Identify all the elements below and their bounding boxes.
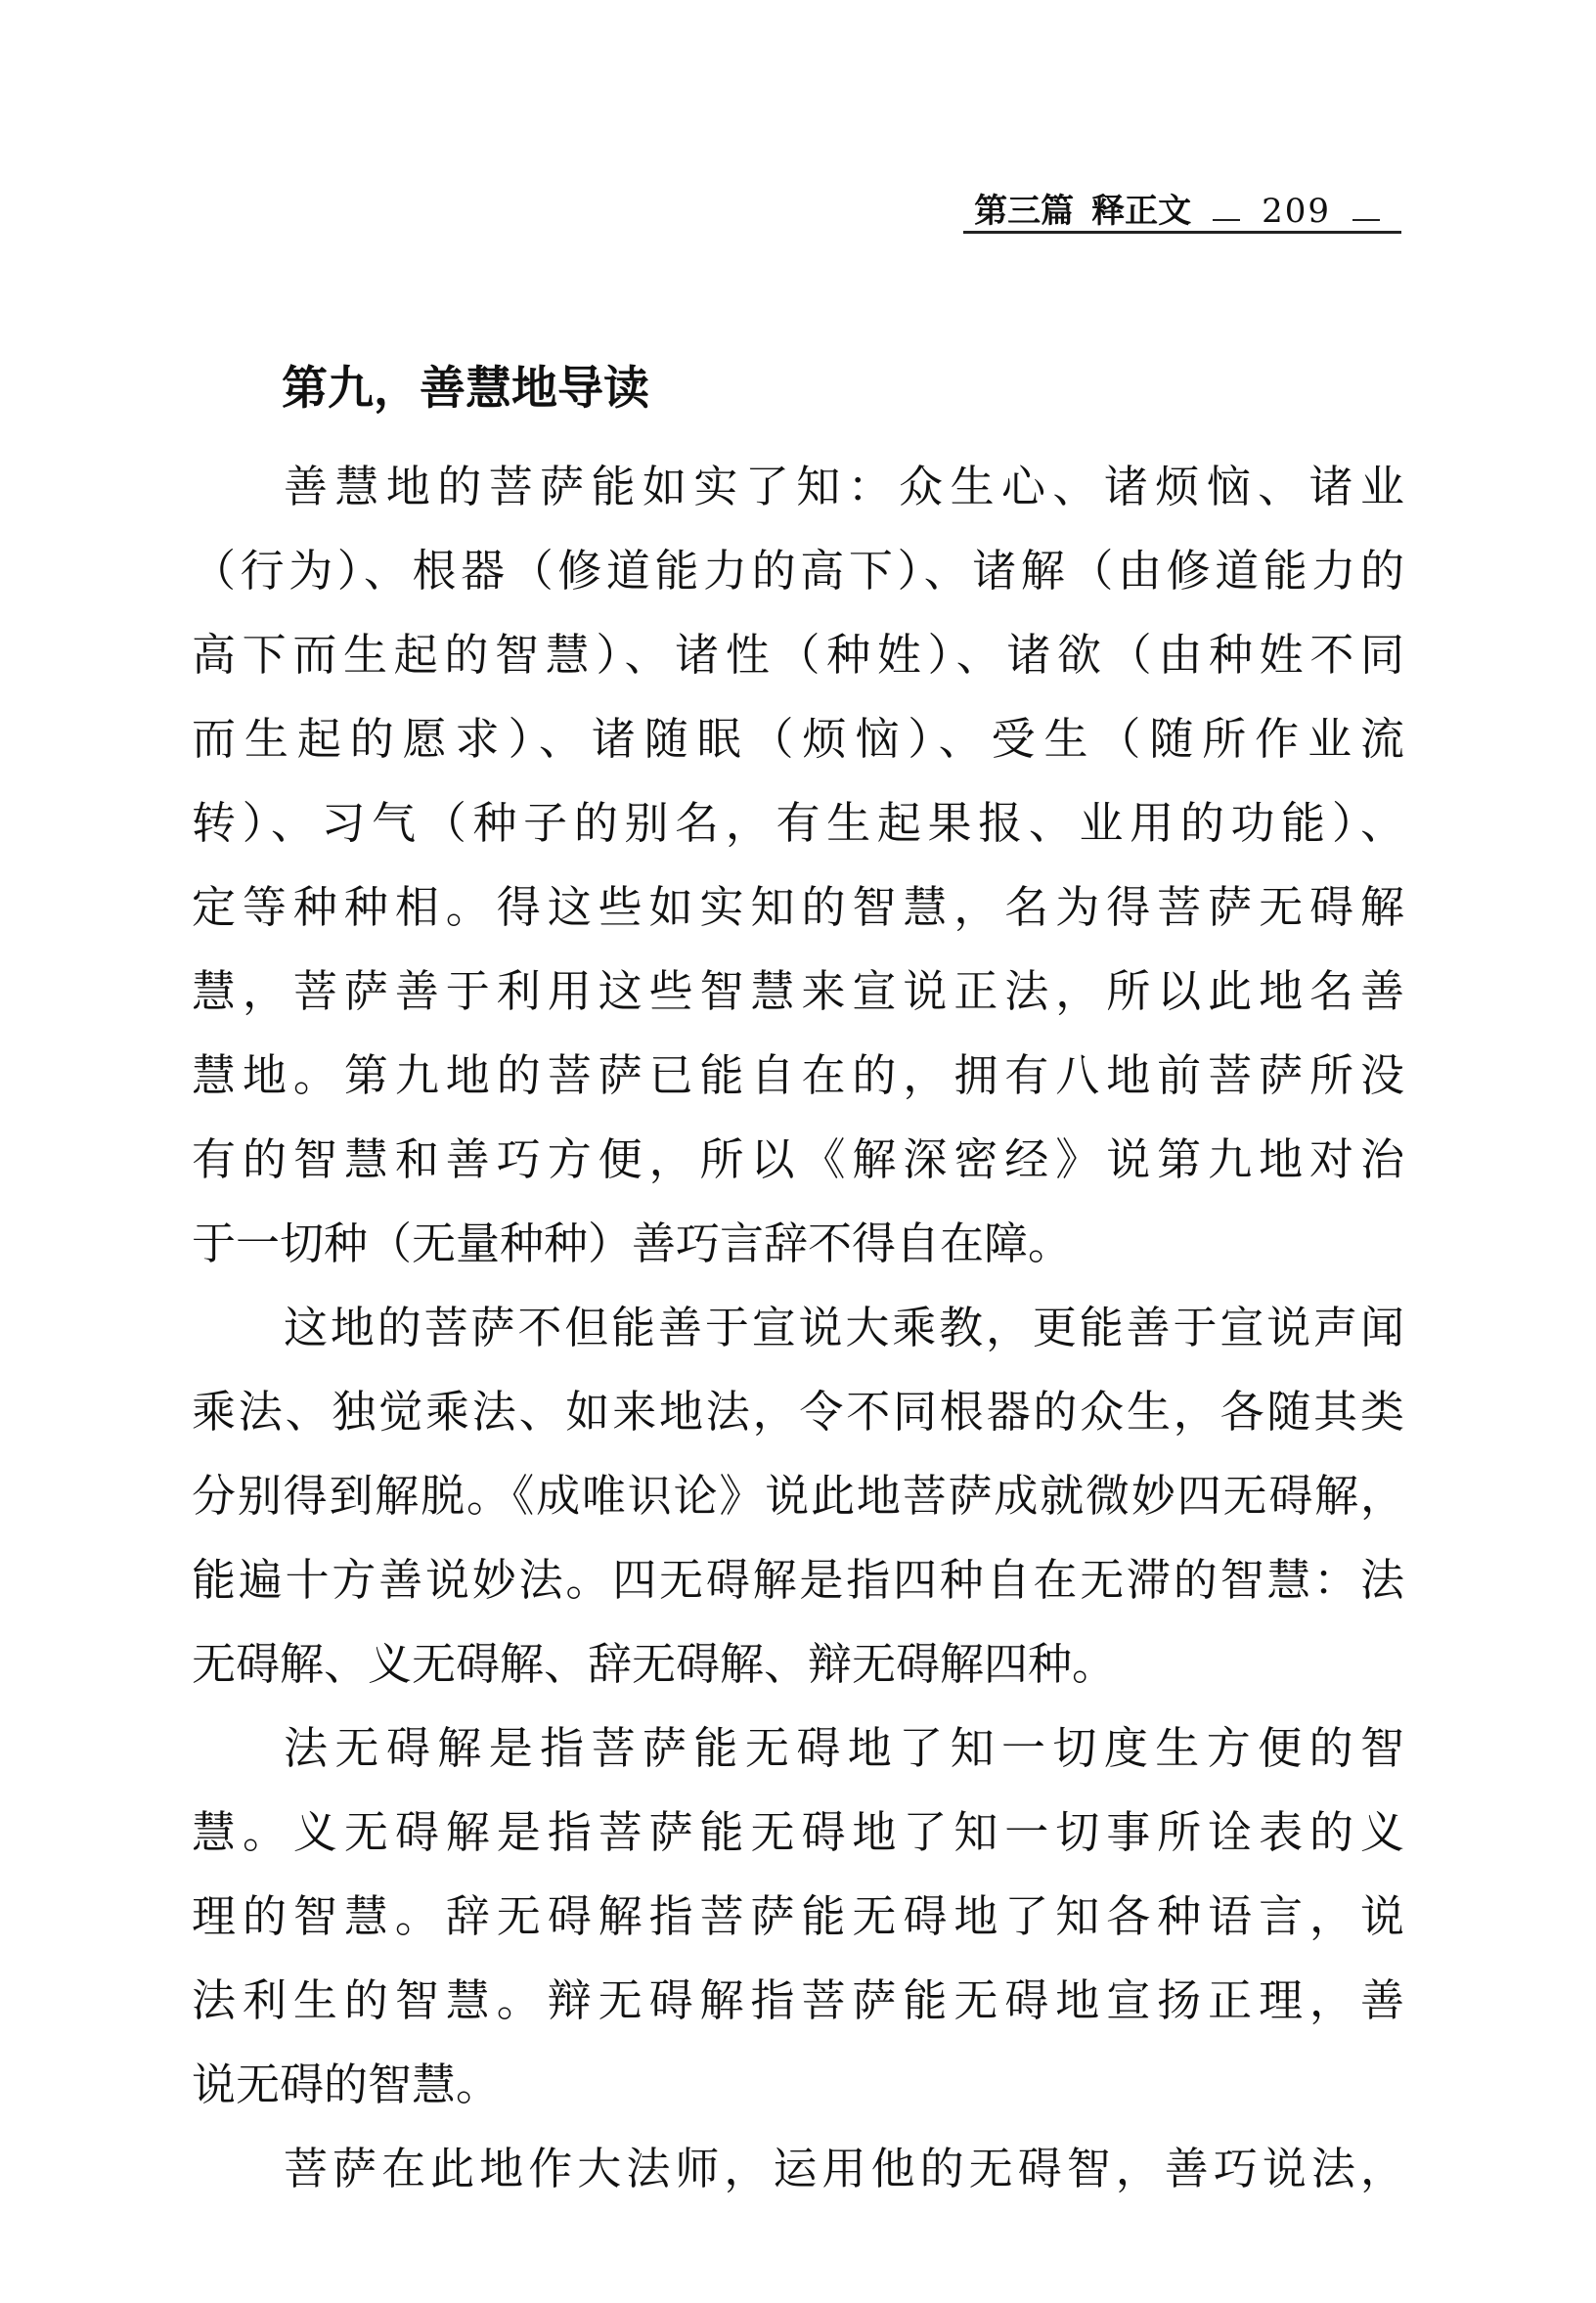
paragraph-3-line-4: 法利生的智慧。辩无碍解指菩萨能无碍地宣扬正理，善 bbox=[192, 1974, 1404, 2026]
header-dash-right bbox=[1352, 219, 1380, 221]
paragraph-2-line-5: 无碍解、义无碍解、辞无碍解、辩无碍解四种。 bbox=[192, 1638, 1117, 1690]
paragraph-2-line-4: 能遍十方善说妙法。四无碍解是指四种自在无滞的智慧：法 bbox=[192, 1554, 1404, 1606]
paragraph-2-line-2: 乘法、独觉乘法、如来地法，令不同根器的众生，各随其类 bbox=[192, 1386, 1404, 1438]
paragraph-2-line-3: 分别得到解脱。《成唯识论》说此地菩萨成就微妙四无碍解， bbox=[192, 1470, 1404, 1522]
paragraph-3-line-1: 法无碍解是指菩萨能无碍地了知一切度生方便的智 bbox=[284, 1722, 1404, 1774]
paragraph-3-line-3: 理的智慧。辞无碍解指菩萨能无碍地了知各种语言，说 bbox=[192, 1890, 1404, 1942]
running-header bbox=[963, 188, 1401, 234]
paragraph-1-line-6: 定等种种相。得这些如实知的智慧，名为得菩萨无碍解 bbox=[192, 881, 1404, 933]
paragraph-1-line-2: （行为）、根器（修道能力的高下）、诸解（由修道能力的 bbox=[192, 545, 1404, 597]
paragraph-1-line-8: 慧地。第九地的菩萨已能自在的，拥有八地前菩萨所没 bbox=[192, 1049, 1404, 1101]
header-dash-left bbox=[1213, 219, 1240, 221]
paragraph-1-line-4: 而生起的愿求）、诸随眠（烦恼）、受生（随所作业流 bbox=[192, 713, 1404, 765]
page-number: 209 bbox=[1262, 192, 1331, 231]
paragraph-1-line-7: 慧，菩萨善于利用这些智慧来宣说正法，所以此地名善 bbox=[192, 965, 1404, 1017]
body-text bbox=[192, 445, 1404, 2211]
header-chapter: 释正文 bbox=[1091, 192, 1192, 231]
header-part: 第三篇 bbox=[974, 192, 1075, 231]
paragraph-1-line-9: 有的智慧和善巧方便，所以《解深密经》说第九地对治 bbox=[192, 1133, 1404, 1185]
paragraph-4-line-1: 菩萨在此地作大法师，运用他的无碍智，善巧说法， bbox=[284, 2143, 1404, 2194]
paragraph-3-line-2: 慧。义无碍解是指菩萨能无碍地了知一切事所诠表的义 bbox=[192, 1806, 1404, 1858]
paragraph-1-line-5: 转）、习气（种子的别名，有生起果报、业用的功能）、 bbox=[192, 797, 1404, 849]
section-heading: 第九，善慧地导读 bbox=[282, 362, 649, 416]
paragraph-2-line-1: 这地的菩萨不但能善于宣说大乘教，更能善于宣说声闻 bbox=[284, 1302, 1404, 1353]
paragraph-3-line-5: 说无碍的智慧。 bbox=[192, 2059, 501, 2110]
paragraph-1-line-3: 高下而生起的智慧）、诸性（种姓）、诸欲（由种姓不同 bbox=[192, 629, 1404, 681]
paragraph-1-line-1: 善慧地的菩萨能如实了知：众生心、诸烦恼、诸业 bbox=[284, 461, 1404, 512]
paragraph-1-line-10: 于一切种（无量种种）善巧言辞不得自在障。 bbox=[192, 1218, 1073, 1269]
